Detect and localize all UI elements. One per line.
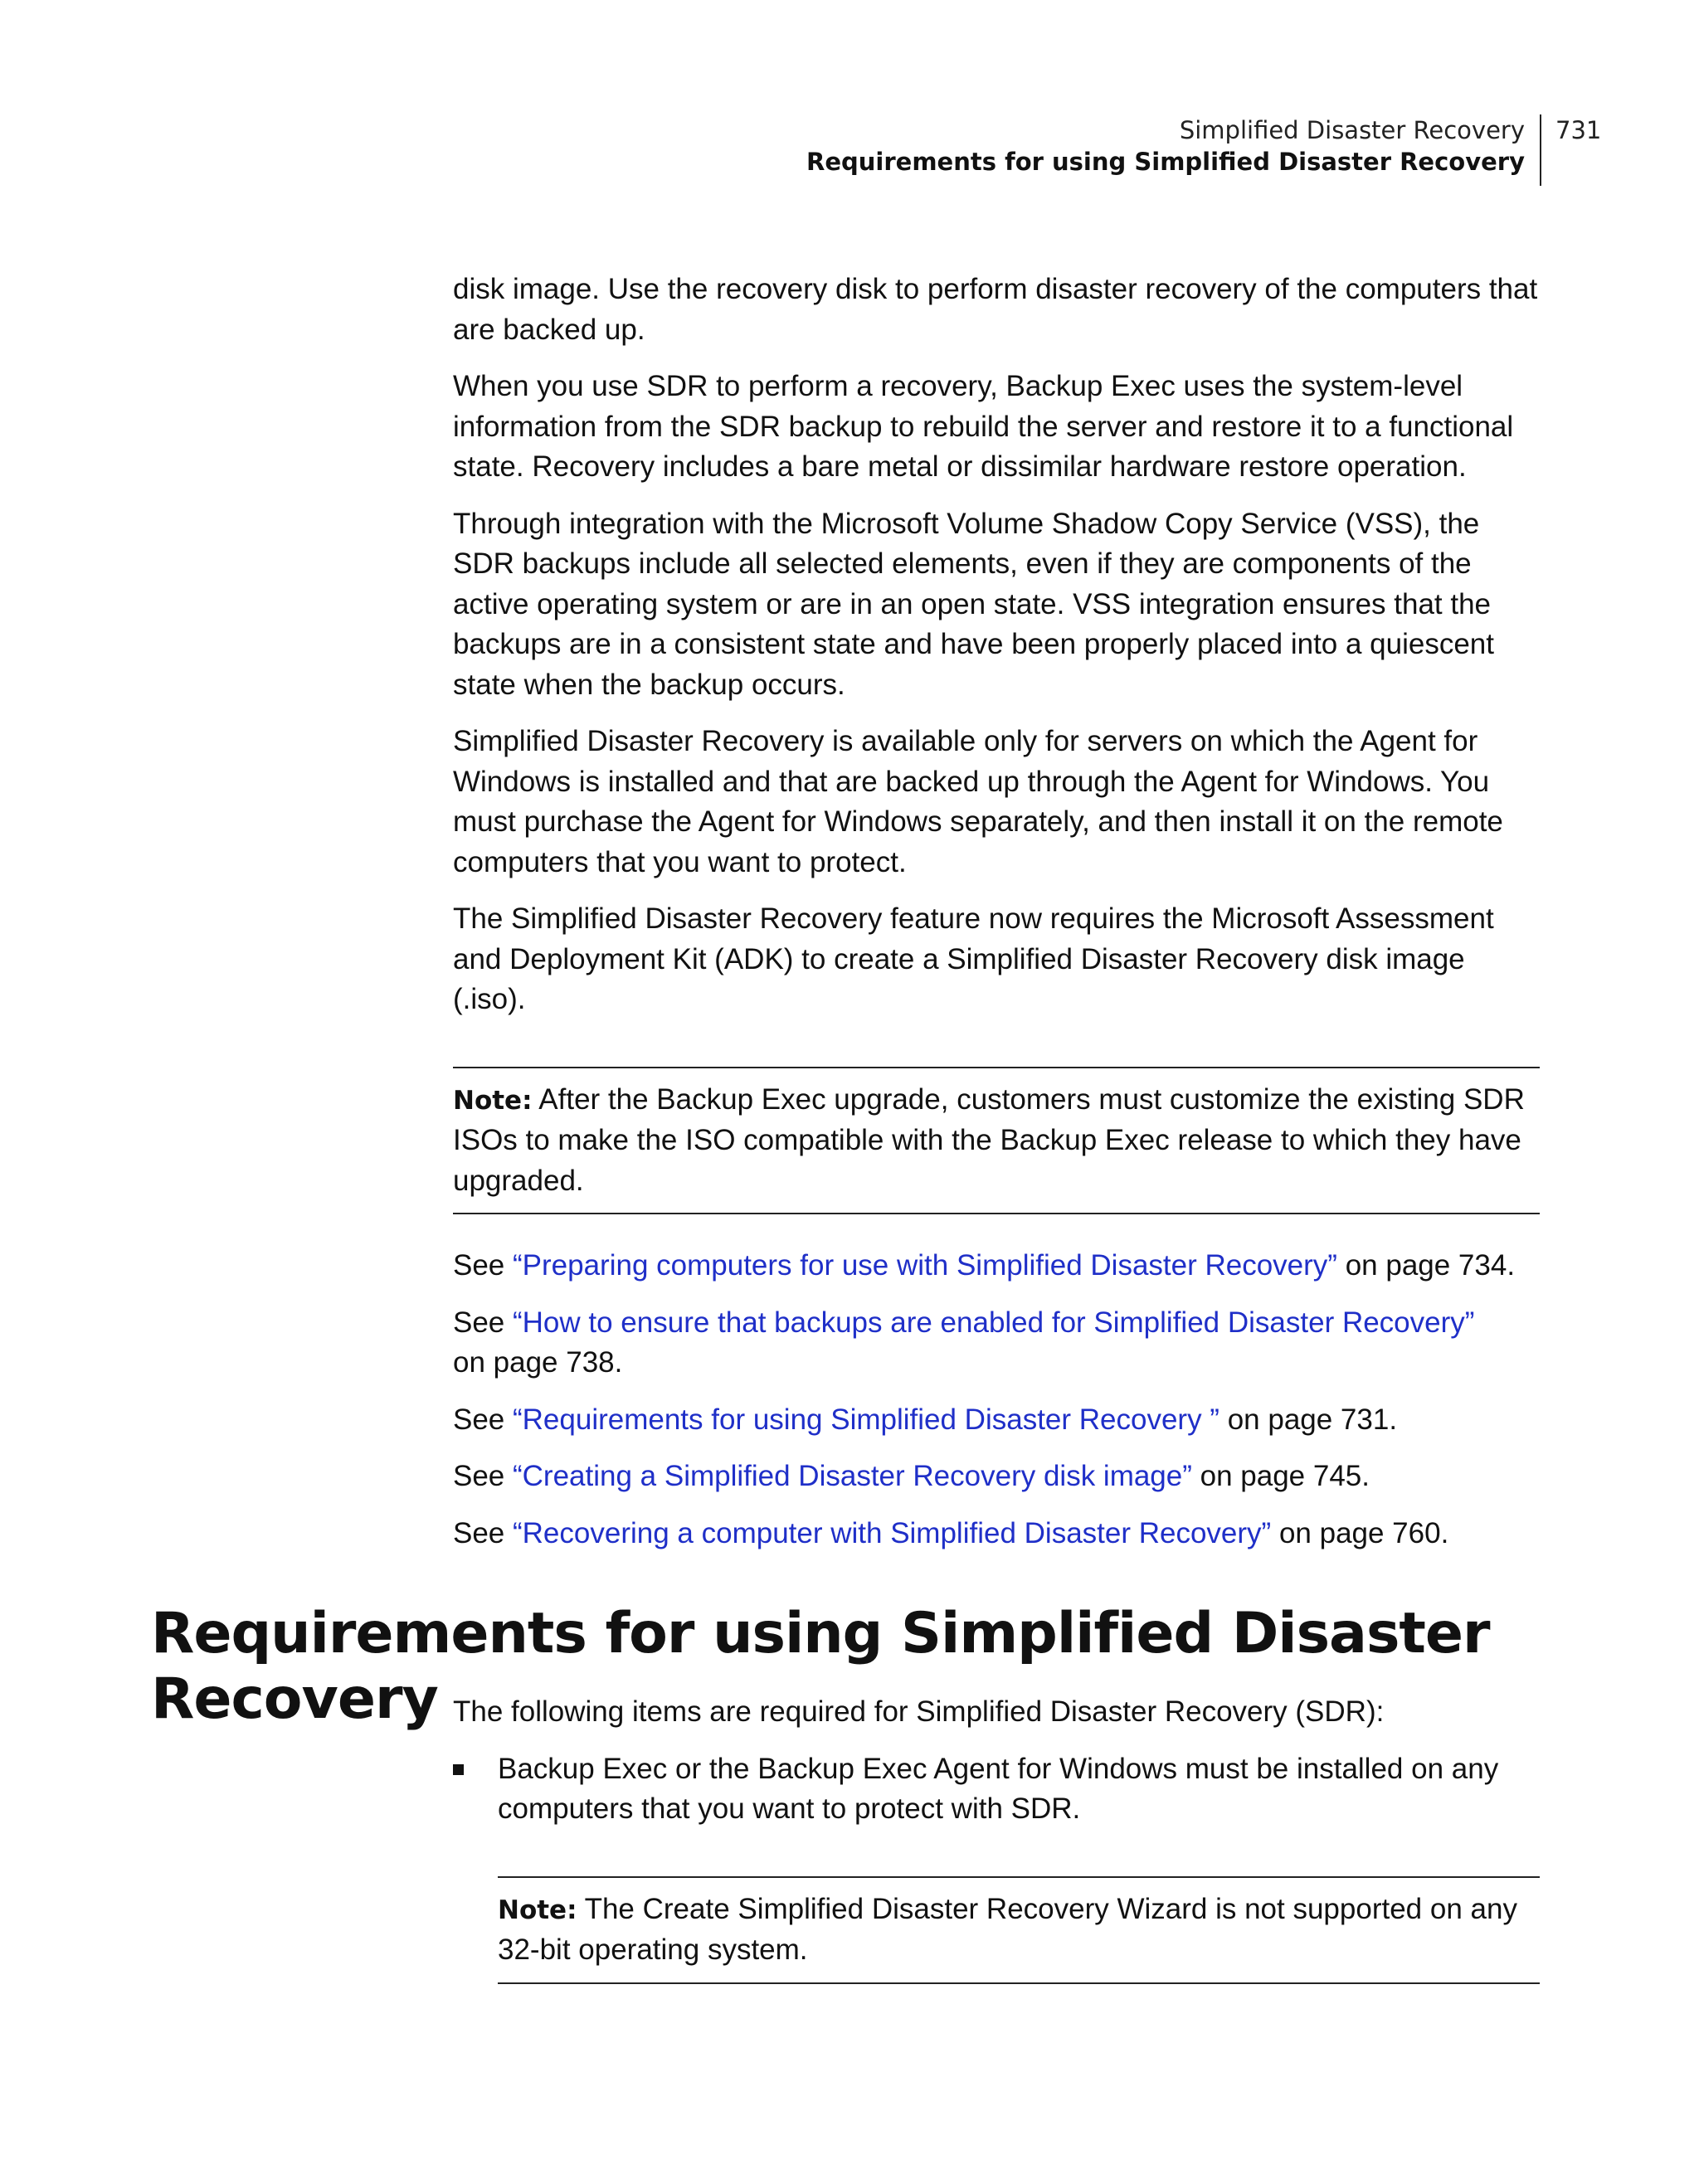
cross-reference-link[interactable]: “Creating a Simplified Disaster Recovery disk image” [513,1460,1192,1492]
page-reference: on page 760. [1271,1516,1449,1549]
page-reference: on page 731. [1219,1403,1398,1436]
page-reference: on page 745. [1191,1460,1370,1492]
see-prefix: See [453,1460,513,1492]
cross-reference [453,1514,1540,1554]
paragraph: The Simplified Disaster Recovery feature now requires the Microsoft Assessment and Deployment Kit (ADK) to create a Simplified Disaster Recovery disk image (.iso). [453,902,1494,1015]
header-chapter-title: Simplified Disaster Recovery [1179,116,1525,144]
requirements-body [453,1692,1540,1984]
note-label: Note: [453,1085,533,1116]
see-prefix: See [453,1249,513,1282]
page-reference: on page 738. [453,1346,623,1379]
wizard-note [498,1876,1540,1984]
header-section-title: Requirements for using Simplified Disaster Recovery [806,148,1525,176]
list-item [453,1749,1540,1830]
paragraph: When you use SDR to perform a recovery, Backup Exec uses the system-level information from the SDR backup to rebuild the server and restore it to a functional state. Recovery includes a bare metal or dissimilar hardware restore operation. [453,370,1514,483]
note-label: Note: [498,1895,577,1925]
cross-reference [453,1246,1540,1287]
cross-reference [453,1303,1540,1384]
intro-body [453,270,1540,1570]
cross-reference [453,1457,1540,1497]
cross-reference-link[interactable]: “Preparing computers for use with Simplified Disaster Recovery” [513,1249,1337,1282]
see-prefix: See [453,1403,513,1436]
cross-reference [453,1400,1540,1441]
cross-reference-link[interactable]: “How to ensure that backups are enabled for Simplified Disaster Recovery” [513,1306,1475,1339]
note-text: After the Backup Exec upgrade, customers must customize the existing SDR ISOs to make the ISO compatible with the Backup Exec release to which they have upgraded. [453,1082,1525,1197]
requirements-lead: The following items are required for Simplified Disaster Recovery (SDR): [453,1695,1385,1728]
paragraph: Through integration with the Microsoft Volume Shadow Copy Service (VSS), the SDR backups include all selected elements, even if they are components of the active operating system or are in an open state. VSS integration ensures that the backups are in a consistent state and have been properly placed into a quiescent state when the backup occurs. [453,507,1494,701]
cross-reference-link[interactable]: “Requirements for using Simplified Disaster Recovery ” [513,1403,1219,1436]
upgrade-note [453,1067,1540,1215]
see-prefix: See [453,1516,513,1549]
list-item-text: Backup Exec or the Backup Exec Agent for Windows must be installed on any computers that you want to protect with SDR. [498,1752,1499,1825]
note-text: The Create Simplified Disaster Recovery Wizard is not supported on any 32-bit operating system. [498,1892,1517,1966]
page-number: 731 [1555,116,1602,144]
see-prefix: See [453,1306,513,1339]
cross-reference-link[interactable]: “Recovering a computer with Simplified Disaster Recovery” [513,1516,1272,1549]
page-reference: on page 734. [1336,1249,1516,1282]
bullet-icon [453,1764,464,1775]
running-header [806,114,1541,186]
section-heading: Requirements for using Simplified Disaster Recovery [151,1601,1490,1732]
paragraph: Simplified Disaster Recovery is available only for servers on which the Agent for Windows is installed and that are backed up through the Agent for Windows. You must purchase the Agent for Windows separately, and then install it on the remote computers that you want to protect. [453,725,1503,878]
paragraph: disk image. Use the recovery disk to perform disaster recovery of the computers that are backed up. [453,273,1538,346]
